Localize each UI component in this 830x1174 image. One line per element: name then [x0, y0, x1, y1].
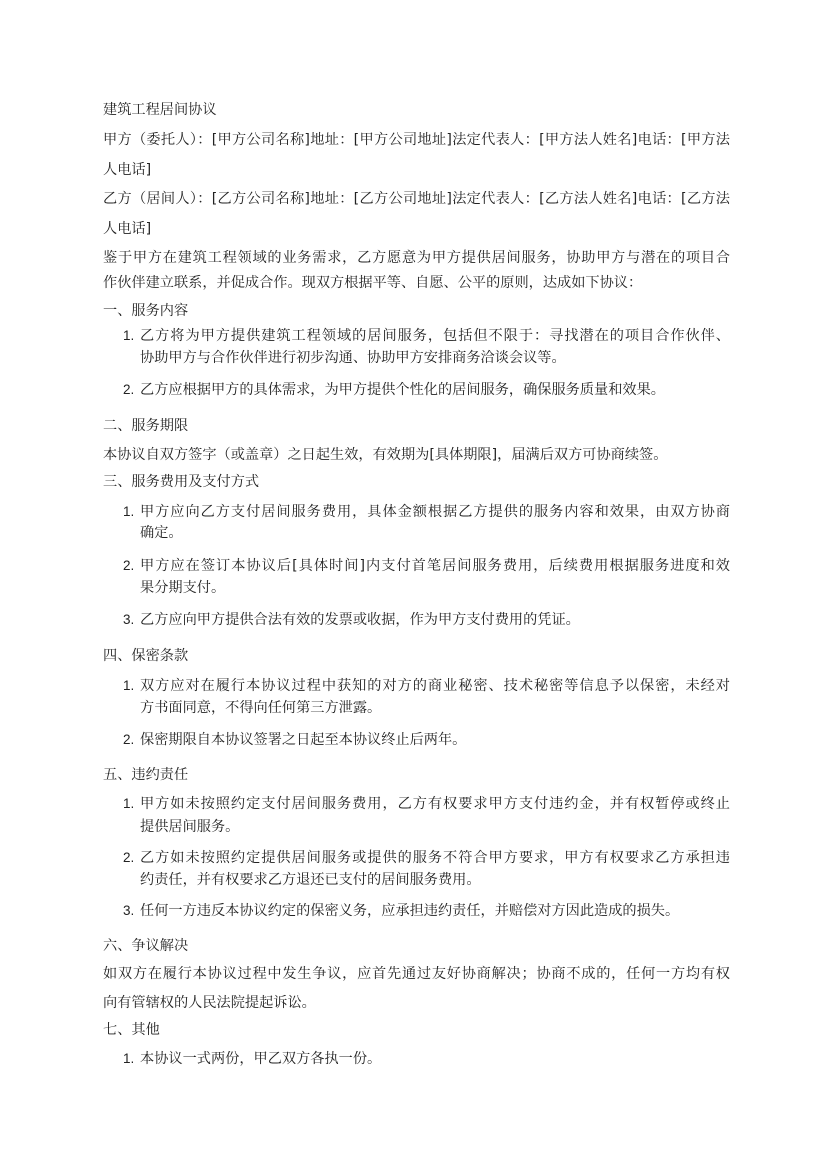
section-heading: 六、争议解决: [103, 938, 189, 954]
paragraph-line: 乙方（居间人）：[乙方公司名称]地址：[乙方公司地址]法定代表人：[乙方法人姓名]电话：[乙方法: [103, 191, 730, 207]
list-item-text: 果分期支付。: [140, 580, 226, 596]
list-item-number: 2.: [123, 382, 135, 397]
list-item-number: 1.: [123, 678, 135, 693]
section-heading: 七、其他: [103, 1022, 160, 1038]
list-item-text: 提供居间服务。: [140, 819, 240, 835]
section-heading: 三、服务费用及支付方式: [103, 474, 260, 490]
list-item-number: 2.: [123, 850, 135, 865]
list-item-text: 乙方如未按照约定提供居间服务或提供的服务不符合甲方要求，甲方有权要求乙方承担违: [140, 850, 730, 866]
list-item-number: 2.: [123, 732, 135, 747]
section-heading: 一、服务内容: [103, 303, 189, 319]
paragraph-line: 人电话]: [103, 162, 152, 178]
list-item-number: 1.: [123, 1051, 135, 1066]
list-item-number: 2.: [123, 558, 135, 573]
paragraph-line: 本协议自双方签字（或盖章）之日起生效，有效期为[具体期限]，届满后双方可协商续签。: [103, 447, 668, 463]
section-heading: 五、违约责任: [103, 767, 189, 783]
list-item-text: 保密期限自本协议签署之日起至本协议终止后两年。: [140, 732, 467, 748]
list-item-number: 3.: [123, 612, 135, 627]
list-item-number: 1.: [123, 504, 135, 519]
paragraph-line: 作伙伴建立联系，并促成合作。现双方根据平等、自愿、公平的原则，达成如下协议：: [103, 275, 643, 291]
paragraph-line: 鉴于甲方在建筑工程领域的业务需求，乙方愿意为甲方提供居间服务，协助甲方与潜在的项目合: [103, 250, 730, 266]
list-item-number: 1.: [123, 328, 135, 343]
list-item-text: 协助甲方与合作伙伴进行初步沟通、协助甲方安排商务洽谈会议等。: [140, 350, 566, 366]
list-item-text: 乙方将为甲方提供建筑工程领域的居间服务，包括但不限于：寻找潜在的项目合作伙伴、: [140, 328, 730, 344]
section-heading: 建筑工程居间协议: [103, 102, 217, 118]
paragraph-line: 如双方在履行本协议过程中发生争议，应首先通过友好协商解决；协商不成的，任何一方均有权: [103, 966, 730, 982]
list-item-text: 方书面同意，不得向任何第三方泄露。: [140, 700, 382, 716]
list-item-text: 任何一方违反本协议约定的保密义务，应承担违约责任，并赔偿对方因此造成的损失。: [140, 903, 680, 919]
list-item-text: 本协议一式两份，甲乙双方各执一份。: [140, 1051, 382, 1067]
paragraph-line: 向有管辖权的人民法院提起诉讼。: [103, 995, 316, 1011]
list-item-text: 甲方如未按照约定支付居间服务费用，乙方有权要求甲方支付违约金，并有权暂停或终止: [140, 796, 730, 812]
list-item-text: 乙方应根据甲方的具体需求，为甲方提供个性化的居间服务，确保服务质量和效果。: [140, 382, 665, 398]
section-heading: 二、服务期限: [103, 418, 189, 434]
list-item-text: 确定。: [140, 525, 183, 541]
section-heading: 四、保密条款: [103, 648, 189, 664]
list-item-text: 甲方应向乙方支付居间服务费用，具体金额根据乙方提供的服务内容和效果，由双方协商: [140, 504, 730, 520]
list-item-text: 双方应对在履行本协议过程中获知的对方的商业秘密、技术秘密等信息予以保密，未经对: [140, 678, 730, 694]
list-item-text: 乙方应向甲方提供合法有效的发票或收据，作为甲方支付费用的凭证。: [140, 612, 580, 628]
list-item-text: 甲方应在签订本协议后[具体时间]内支付首笔居间服务费用，后续费用根据服务进度和效: [140, 558, 730, 574]
paragraph-line: 甲方（委托人）：[甲方公司名称]地址：[甲方公司地址]法定代表人：[甲方法人姓名]电话：[甲方法: [103, 132, 730, 148]
paragraph-line: 人电话]: [103, 221, 152, 237]
list-item-text: 约责任，并有权要求乙方退还已支付的居间服务费用。: [140, 872, 481, 888]
list-item-number: 1.: [123, 796, 135, 811]
list-item-number: 3.: [123, 903, 135, 918]
